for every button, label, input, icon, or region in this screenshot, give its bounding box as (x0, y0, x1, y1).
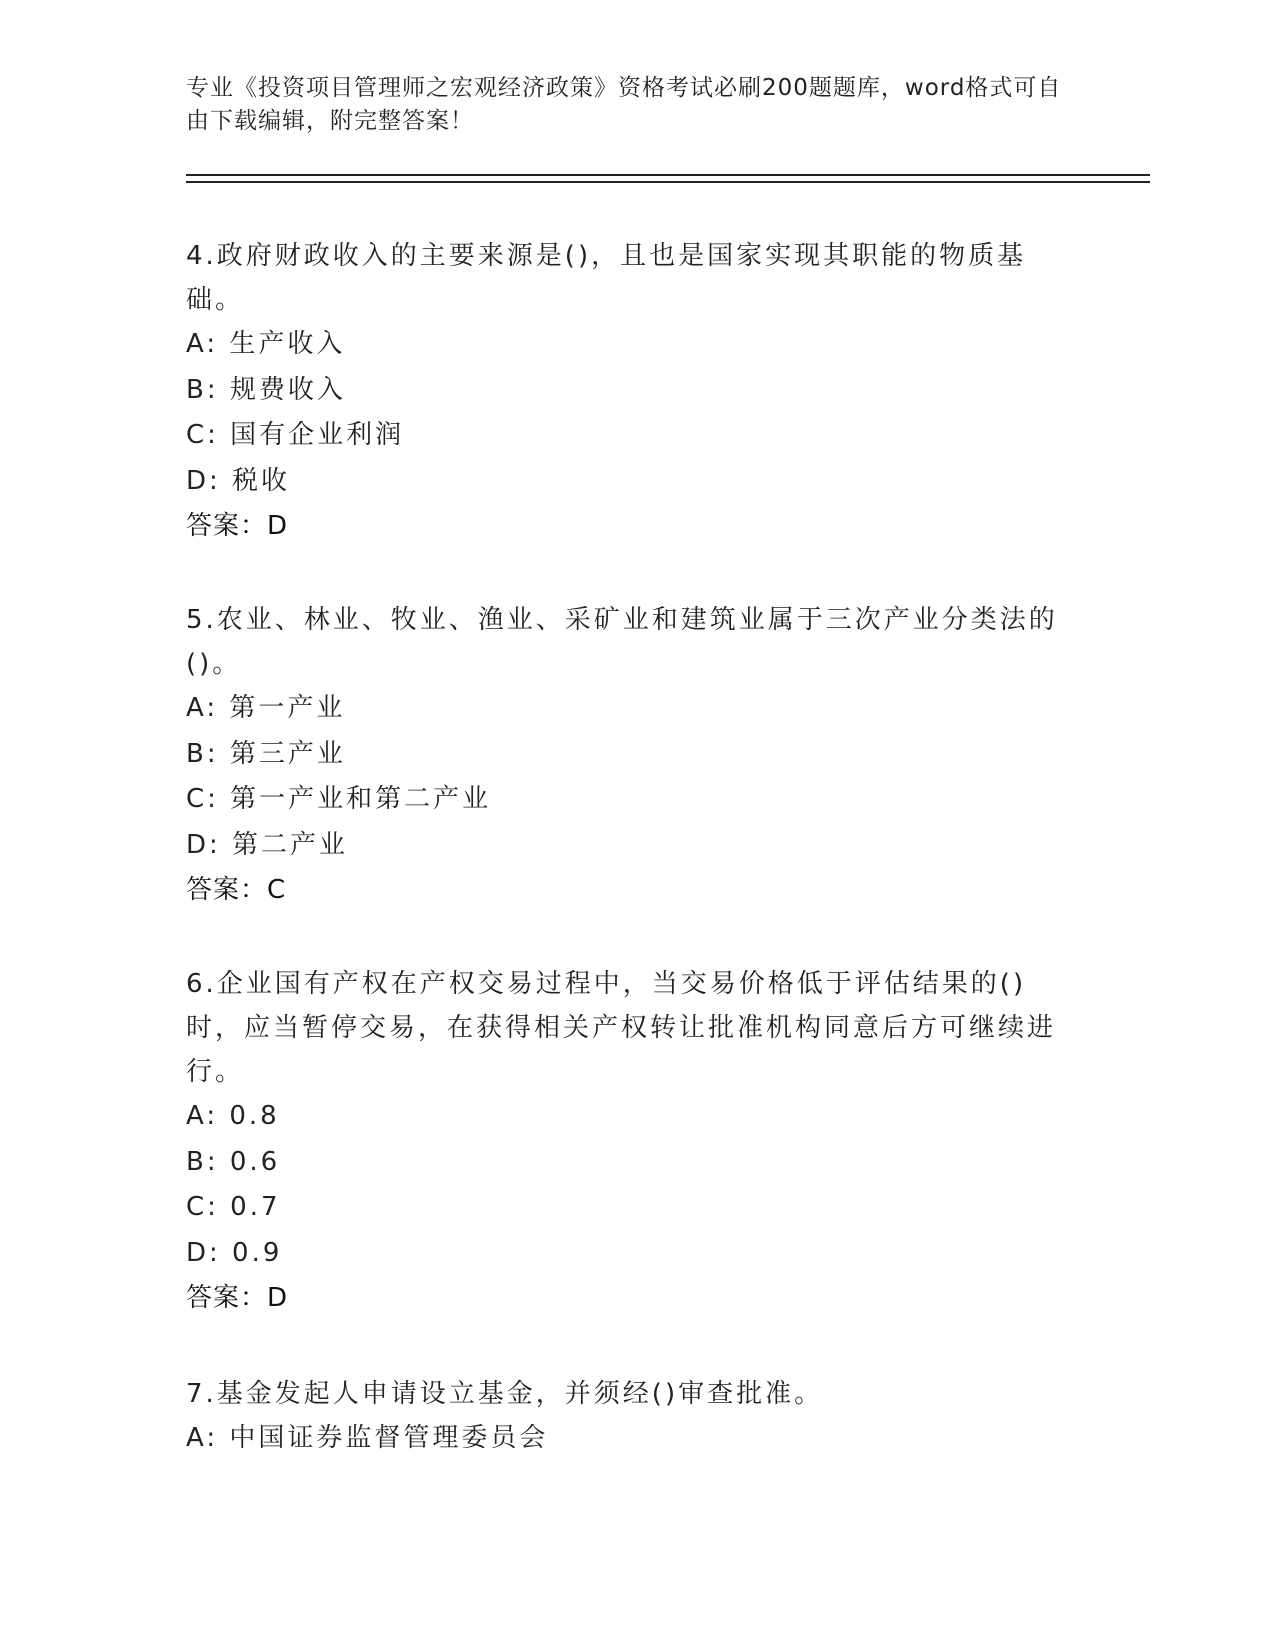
option-b: B: 规费收入 (186, 374, 346, 405)
option-a: A: 第一产业 (186, 693, 346, 723)
option-d: D: 0.9 (186, 1237, 283, 1268)
answer-line: 答案：C (186, 875, 287, 905)
option-b: B: 第三产业 (186, 738, 346, 769)
option-a: A: 0.8 (186, 1101, 280, 1131)
option-c: C: 0.7 (186, 1192, 281, 1222)
question-6 (186, 962, 1066, 1321)
header-divider-bottom (186, 181, 1150, 183)
option-c: C: 国有企业利润 (186, 420, 405, 450)
option-c: C: 第一产业和第二产业 (186, 784, 492, 814)
option-d: D: 税收 (186, 465, 291, 496)
question-5 (186, 598, 1066, 913)
header-divider-top (186, 174, 1150, 176)
question-stem: 5.农业、林业、牧业、渔业、采矿业和建筑业属于三次产业分类法的()。 (186, 605, 1058, 679)
option-b: B: 0.6 (186, 1146, 281, 1177)
question-7 (186, 1372, 1066, 1462)
document-header: 专业《投资项目管理师之宏观经济政策》资格考试必刷200题题库，word格式可自由下载编辑，附完整答案！ (186, 75, 1062, 134)
question-stem: 4.政府财政收入的主要来源是()，且也是国家实现其职能的物质基础。 (186, 241, 1027, 315)
option-d: D: 第二产业 (186, 829, 349, 860)
question-4 (186, 234, 1066, 549)
question-stem: 6.企业国有产权在产权交易过程中，当交易价格低于评估结果的()时，应当暂停交易，在获得相关产权转让批准机构同意后方可继续进行。 (186, 969, 1057, 1087)
option-a: A: 中国证券监督管理委员会 (186, 1423, 549, 1453)
question-stem: 7.基金发起人申请设立基金，并须经()审查批准。 (186, 1379, 824, 1409)
option-a: A: 生产收入 (186, 329, 346, 359)
answer-line: 答案：D (186, 1283, 289, 1313)
answer-line: 答案：D (186, 511, 289, 541)
